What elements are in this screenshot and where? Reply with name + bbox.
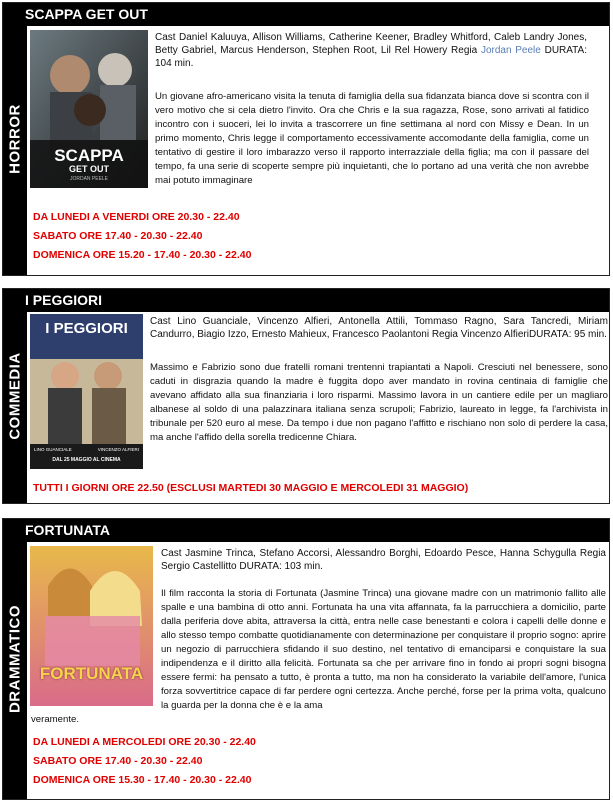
genre-label: DRAMMATICO — [6, 604, 24, 714]
cast-label: Cast — [155, 32, 176, 43]
regia-label: Regia — [451, 45, 478, 56]
duration: DURATA: 103 min. — [239, 561, 323, 572]
showtime-line: TUTTI I GIORNI ORE 22.50 (ESCLUSI MARTEDI 30 MAGGIO E MERCOLEDI 31 MAGGIO) — [33, 482, 469, 494]
cast-list: Daniel Kaluuya, Allison Williams, Catherine Keener, Bradley Whitford, Caleb Landry Jones, Betty Gabriel, Marcus Henderson, Stephen Root, Lil Rel Howery — [155, 32, 587, 56]
genre-label: COMMEDIA — [6, 352, 24, 440]
director: Jordan Peele — [480, 45, 541, 56]
film-synopsis: Massimo e Fabrizio sono due fratelli romani trentenni trapiantati a Napoli. Cresciuti nel benessere, sono caduti in disgrazia quando la madre è fuggita dopo aver mandato in rovina centinaia di famiglie che avevano affidato alla sua finanziaria i loro risparmi. Massimo lavora in un cantiere edile per un magliaro albanese al soldo di una palazzinara italiana senza scrupoli; Fabrizio, laureato in legge, fa l'archivista in tribunale per 520 euro al mese. Da tempo i due non pagano l'affitto e rischiano non solo di perdere la casa, ma anche l'affido della sorella tredicenne Chiara. — [150, 362, 608, 443]
genre-label: HORROR — [6, 104, 24, 174]
showtime-line: DOMENICA ORE 15.30 - 17.40 - 20.30 - 22.40 — [33, 774, 252, 786]
film-synopsis: Un giovane afro-americano visita la tenuta di famiglia della sua fidanzata bianca dove si scontra con il vero motivo che si cela dietro l'invito. Ora che Chris e la sua ragazza, Rose, sono arrivati al fatidico incontro con i suoceri, lei lo invita a trascorrere un fine settimana al nord con Missy e Dean. In un primo momento, Chris legge il comportamento eccessivamente accomodante della famiglia, come un tentativo di gestire il loro imbarazzo verso il rapporto interrazziale della figlia; ma con il passare del tempo, fa una serie di scoperte sempre più inquietanti, che lo portano ad una verità che non avrebbe mai potuto immaginare — [155, 91, 589, 186]
director: Sergio Castellitto — [161, 561, 237, 572]
cast-list: Lino Guanciale, Vincenzo Alfieri, Antonella Attili, Tommaso Ragno, Sara Tancredi, Miriam Candurro, Biagio Izzo, Ernesto Mahieux, Francesco Paolantoni — [150, 316, 609, 340]
genre-sidebar — [3, 3, 27, 275]
duration: DURATA: 104 min. — [155, 45, 588, 69]
duration: DURATA: 95 min. — [528, 329, 607, 340]
showtime-line: SABATO ORE 17.40 - 20.30 - 22.40 — [33, 230, 203, 242]
poster-credit: JORDAN PEELE — [69, 176, 109, 182]
poster-title: FORTUNATA — [39, 664, 144, 683]
film-credits — [150, 315, 608, 341]
showtime-line: DA LUNEDI A VENERDI ORE 20.30 - 22.40 — [33, 211, 240, 223]
film-card-fortunata — [2, 518, 610, 800]
film-credits — [155, 31, 587, 70]
film-synopsis: Il film racconta la storia di Fortunata (Jasmine Trinca) una giovane madre con un matrimonio fallito alle spalle e una bambina di otto anni. Fortunata ha una vita affannata, fa la parrucchiera a domicilio, parte dalla periferia dove abita, attraversa la città, entra nelle case benestanti e colora i capelli delle donne e allo stesso tempo combatte quotidianamente con determinazione per conquistare il proprio sogno: aprire un negozio di parrucchiera sfidando il suo destino, nel tentativo di emanciparsi e conquistare la sua indipendenza e il diritto alla felicità. Fortunata sa che per arrivare fino in fondo ai propri sogni bisogna essere fermi: ha pensato a tutto, è pronta a tutto, ma non ha considerato la variabile dell'amore, l'unica forza sovvertitrice capace di far perdere ogni certezza. Anche perché, forse per la prima volta, qualcuno la guarda per la donna che è e la ama — [161, 588, 606, 711]
genre-sidebar — [3, 289, 27, 503]
showtime-line: SABATO ORE 17.40 - 20.30 - 22.40 — [33, 755, 203, 767]
showtime-line: DOMENICA ORE 15.20 - 17.40 - 20.30 - 22.40 — [33, 249, 252, 261]
poster-subtitle: GET OUT — [69, 164, 109, 174]
film-poster — [30, 30, 148, 188]
showtime-line: DA LUNEDI A MERCOLEDI ORE 20.30 - 22.40 — [33, 736, 256, 748]
showtimes — [33, 733, 256, 790]
showtimes — [33, 208, 251, 265]
poster-title: I PEGGIORI — [45, 320, 128, 337]
poster-title: SCAPPA — [54, 146, 124, 165]
poster-credit-left: LINO GUANCIALE — [34, 447, 72, 452]
film-title: SCAPPA GET OUT — [3, 3, 609, 26]
showtimes — [33, 479, 468, 498]
cast-label: Cast — [161, 548, 182, 559]
genre-sidebar — [3, 519, 27, 799]
film-title: I PEGGIORI — [3, 289, 609, 312]
regia-label: Regia — [431, 329, 458, 340]
film-synopsis-tail: veramente. — [31, 714, 79, 725]
film-card-peggiori — [2, 288, 610, 504]
poster-credit-right: VINCENZO ALFIERI — [97, 447, 139, 452]
cast-label: Cast — [150, 316, 171, 327]
film-poster — [30, 314, 143, 469]
film-credits — [161, 547, 606, 573]
film-card-scappa — [2, 2, 610, 276]
poster-date: DAL 25 MAGGIO AL CINEMA — [52, 457, 121, 463]
regia-label: Regia — [579, 548, 606, 559]
film-poster — [30, 546, 153, 706]
cast-list: Jasmine Trinca, Stefano Accorsi, Alessandro Borghi, Edoardo Pesce, Hanna Schygulla — [185, 548, 577, 559]
poster-art — [30, 314, 143, 469]
film-title: FORTUNATA — [3, 519, 609, 542]
director: Vincenzo Alfieri — [460, 329, 529, 340]
